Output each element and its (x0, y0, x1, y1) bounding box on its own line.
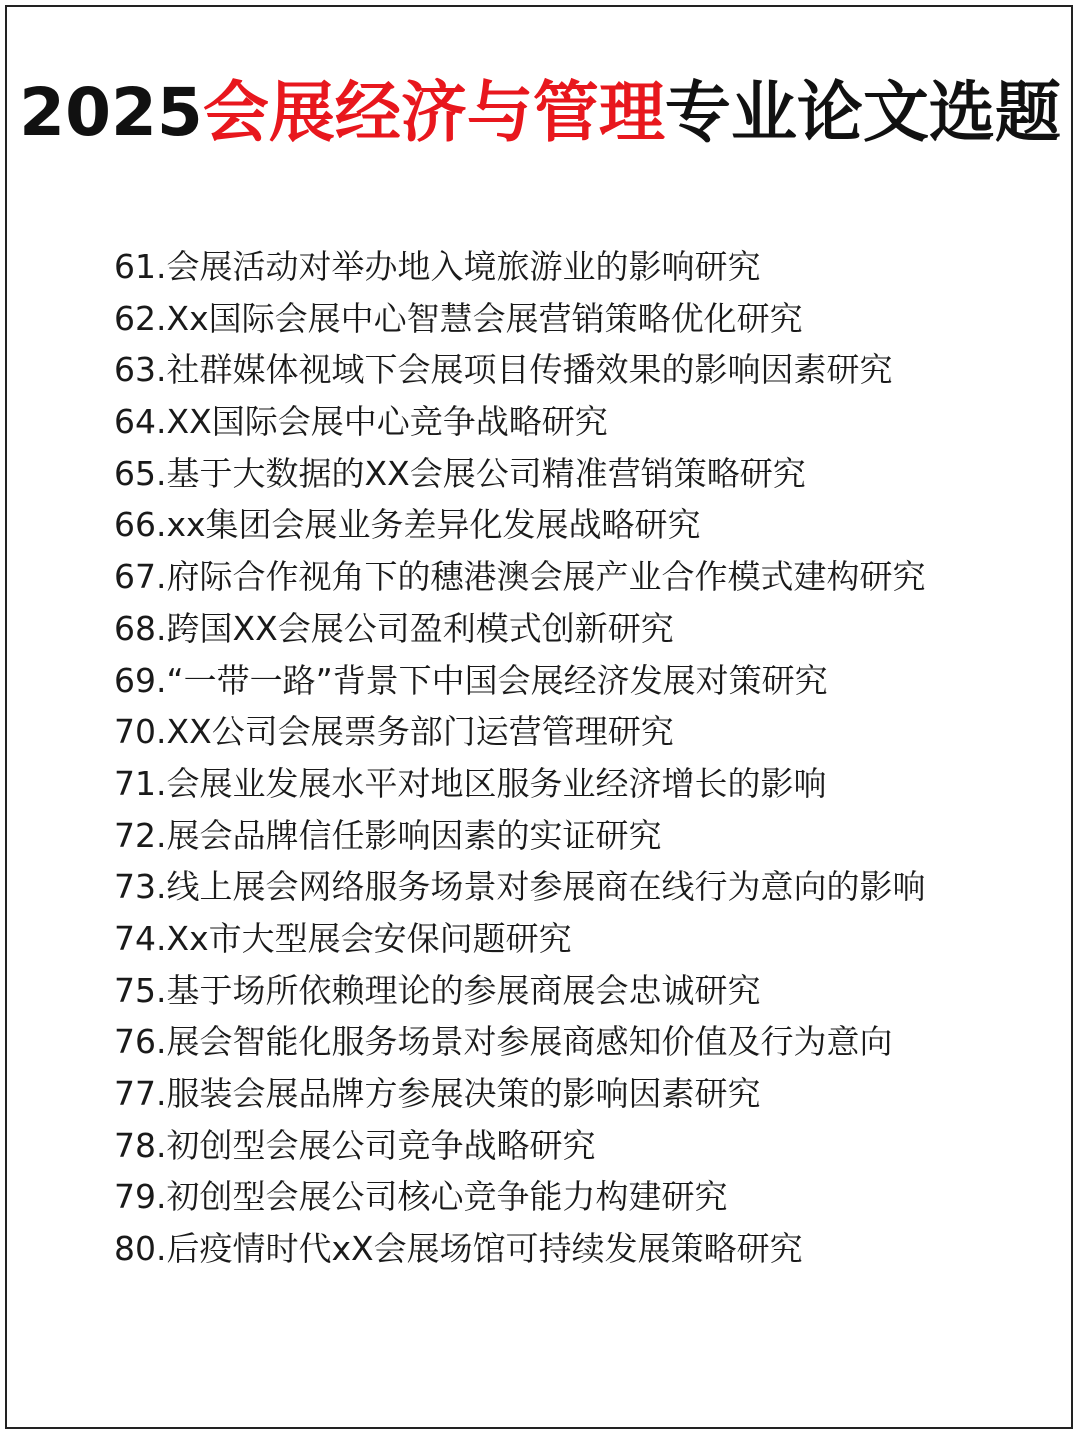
title-highlight: 会展经济与管理 (202, 74, 665, 151)
topic-item: 61.会展活动对举办地入境旅游业的影响研究 (114, 247, 761, 286)
topic-item: 74.Xx市大型展会安保问题研究 (114, 918, 572, 958)
topic-item: 62.Xx国际会展中心智慧会展营销策略优化研究 (114, 298, 803, 338)
topic-item: 71.会展业发展水平对地区服务业经济增长的影响 (114, 763, 827, 803)
topic-item: 67.府际合作视角下的穗港澳会展产业合作模式建构研究 (114, 557, 926, 597)
topic-item: 66.xx集团会展业务差异化发展战略研究 (114, 505, 701, 545)
topic-item: 69.“一带一路”背景下中国会展经济发展对策研究 (114, 660, 828, 700)
title-rest: 专业论文选题 (664, 74, 1061, 151)
topic-item: 75.基于场所依赖理论的参展商展会忠诚研究 (114, 970, 761, 1010)
topic-item: 64.XX国际会展中心竞争战略研究 (114, 402, 608, 442)
topic-item: 77.服装会展品牌方参展决策的影响因素研究 (114, 1074, 761, 1113)
topic-item: 65.基于大数据的XX会展公司精准营销策略研究 (114, 453, 806, 493)
topic-item: 79.初创型会展公司核心竞争能力构建研究 (114, 1177, 728, 1217)
topic-item: 76.展会智能化服务场景对参展商感知价值及行为意向 (114, 1022, 893, 1062)
topic-item: 72.展会品牌信任影响因素的实证研究 (114, 815, 662, 855)
topic-list (114, 241, 925, 1275)
page-title (0, 68, 1080, 158)
title-year: 2025 (19, 74, 203, 151)
topic-item: 80.后疫情时代xX会展场馆可持续发展策略研究 (114, 1229, 803, 1269)
topic-item: 70.XX公司会展票务部门运营管理研究 (114, 712, 674, 752)
topic-item: 73.线上展会网络服务场景对参展商在线行为意向的影响 (114, 867, 926, 907)
topic-item: 63.社群媒体视域下会展项目传播效果的影响因素研究 (114, 350, 893, 390)
topic-item: 68.跨国XX会展公司盈利模式创新研究 (114, 608, 674, 648)
topic-item: 78.初创型会展公司竞争战略研究 (114, 1125, 596, 1165)
